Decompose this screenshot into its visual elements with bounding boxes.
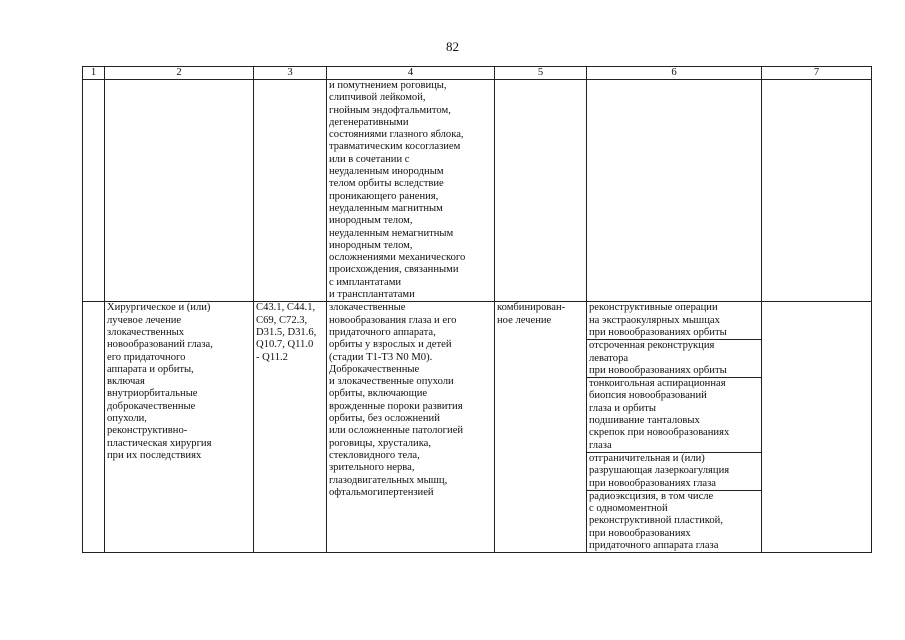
text-line: комбинирован- bbox=[497, 302, 566, 314]
text-line: инородным телом, bbox=[329, 239, 413, 251]
text-line: проникающего ранения, bbox=[329, 190, 439, 202]
text-line: отсроченная реконструкция bbox=[589, 340, 715, 352]
text-line: на экстраокулярных мышцах bbox=[589, 314, 720, 326]
text-line: и злокачественные опухоли bbox=[329, 376, 454, 388]
treatment-method-item bbox=[587, 490, 761, 552]
text-line: телом орбиты вследствие bbox=[329, 178, 444, 190]
text-line: или осложненные патологией bbox=[329, 425, 464, 437]
treatment-type bbox=[495, 302, 587, 553]
column-header-2: 2 bbox=[105, 67, 254, 80]
treatment-method-item bbox=[587, 302, 761, 339]
text-line: Хирургическое и (или) bbox=[107, 302, 211, 314]
text-line: новообразования глаза и его bbox=[329, 314, 457, 326]
text-line: неудаленным инородным bbox=[329, 166, 444, 178]
text-line: его придаточного bbox=[107, 351, 186, 363]
cell-empty bbox=[254, 80, 327, 302]
text-line: злокачественные bbox=[329, 302, 406, 314]
cell-empty bbox=[83, 302, 105, 553]
text-line: внутриорбитальные bbox=[107, 388, 198, 400]
text-line: роговицы, хрусталика, bbox=[329, 437, 432, 449]
text-line: пластическая хирургия bbox=[107, 437, 212, 449]
text-line: леватора bbox=[589, 352, 629, 364]
text-line: орбиты у взрослых и детей bbox=[329, 339, 452, 351]
text-line: врожденные пороки развития bbox=[329, 400, 463, 412]
text-line: с одномоментной bbox=[589, 503, 668, 515]
text-line: C69, C72.3, bbox=[256, 314, 308, 326]
text-line: C43.1, C44.1, bbox=[256, 302, 316, 314]
medical-procedures-table bbox=[82, 66, 872, 553]
treatment-method-item bbox=[587, 452, 761, 490]
table-row-main bbox=[83, 302, 872, 553]
text-line: включая bbox=[107, 376, 145, 388]
text-line: стекловидного тела, bbox=[329, 449, 420, 461]
table-row-continuation bbox=[83, 80, 872, 302]
text-line: неудаленным магнитным bbox=[329, 202, 443, 214]
cell-empty bbox=[83, 80, 105, 302]
cell-empty bbox=[762, 80, 872, 302]
text-line: - Q11.2 bbox=[256, 351, 288, 363]
text-line: при новообразованиях орбиты bbox=[589, 326, 727, 338]
text-line: при новообразованиях орбиты bbox=[589, 364, 727, 376]
text-line: при новообразованиях глаза bbox=[589, 477, 716, 489]
text-line: инородным телом, bbox=[329, 215, 413, 227]
text-line: придаточного аппарата, bbox=[329, 326, 436, 338]
text-line: при новообразованиях bbox=[589, 527, 691, 539]
text-line: злокачественных bbox=[107, 326, 185, 338]
treatment-method-item bbox=[587, 377, 761, 452]
text-line: состояниями глазного яблока, bbox=[329, 129, 464, 141]
text-line: и трансплантатами bbox=[329, 289, 415, 301]
text-line: осложнениями механического bbox=[329, 252, 466, 264]
text-line: реконструктивной пластикой, bbox=[589, 515, 723, 527]
text-line: офтальмогипертензией bbox=[329, 486, 434, 498]
text-line: происхождения, связанными bbox=[329, 264, 459, 276]
patient-model-continuation bbox=[327, 80, 495, 302]
column-header-6: 6 bbox=[587, 67, 762, 80]
column-header-4: 4 bbox=[327, 67, 495, 80]
patient-model bbox=[327, 302, 495, 553]
column-header-7: 7 bbox=[762, 67, 872, 80]
column-header-3: 3 bbox=[254, 67, 327, 80]
text-line: радиоэксцизия, в том числе bbox=[589, 490, 714, 502]
text-line: разрушающая лазеркоагуляция bbox=[589, 465, 730, 477]
text-line: новообразований глаза, bbox=[107, 339, 213, 351]
text-line: орбиты, включающие bbox=[329, 388, 428, 400]
text-line: травматическим косоглазием bbox=[329, 141, 461, 153]
text-line: глазодвигательных мышц, bbox=[329, 474, 448, 486]
cell-empty bbox=[762, 302, 872, 553]
text-line: подшивание танталовых bbox=[589, 415, 700, 427]
page-number: 82 bbox=[446, 39, 459, 54]
treatment-method-item bbox=[587, 339, 761, 377]
text-line: тонкоигольная аспирационная bbox=[589, 378, 726, 390]
text-line: реконструктивные операции bbox=[589, 302, 718, 314]
text-line: придаточного аппарата глаза bbox=[589, 539, 719, 551]
text-line: опухоли, bbox=[107, 413, 147, 425]
text-line: слипчивой лейкомой, bbox=[329, 92, 426, 104]
column-number-row bbox=[83, 67, 872, 80]
text-line: ное лечение bbox=[497, 314, 552, 326]
text-line: и помутнением роговицы, bbox=[329, 80, 447, 91]
text-line: (стадии T1-T3 N0 M0). bbox=[329, 351, 433, 363]
cell-empty bbox=[587, 80, 762, 302]
text-line: орбиты, без осложнений bbox=[329, 413, 440, 425]
text-line: с имплантатами bbox=[329, 276, 402, 288]
text-line: лучевое лечение bbox=[107, 314, 182, 326]
text-line: глаза и орбиты bbox=[589, 402, 657, 414]
text-line: неудаленным немагнитным bbox=[329, 227, 454, 239]
text-line: реконструктивно- bbox=[107, 425, 188, 437]
column-header-1: 1 bbox=[83, 67, 105, 80]
text-line: глаза bbox=[589, 439, 612, 451]
text-line: Доброкачественные bbox=[329, 363, 420, 375]
cell-empty bbox=[105, 80, 254, 302]
treatment-methods bbox=[587, 302, 762, 553]
text-line: биопсия новообразований bbox=[589, 390, 707, 402]
cell-empty bbox=[495, 80, 587, 302]
text-line: дегенеративными bbox=[329, 116, 409, 128]
text-line: аппарата и орбиты, bbox=[107, 363, 194, 375]
text-line: отграничительная и (или) bbox=[589, 452, 705, 464]
text-line: Q10.7, Q11.0 bbox=[256, 339, 314, 351]
text-line: или в сочетании с bbox=[329, 153, 410, 165]
treatment-profile bbox=[105, 302, 254, 553]
icd-codes bbox=[254, 302, 327, 553]
text-line: D31.5, D31.6, bbox=[256, 326, 317, 338]
text-line: зрительного нерва, bbox=[329, 462, 415, 474]
text-line: при их последствиях bbox=[107, 449, 202, 461]
text-line: гнойным эндофтальмитом, bbox=[329, 104, 451, 116]
column-header-5: 5 bbox=[495, 67, 587, 80]
text-line: доброкачественные bbox=[107, 400, 196, 412]
text-line: скрепок при новообразованиях bbox=[589, 427, 730, 439]
